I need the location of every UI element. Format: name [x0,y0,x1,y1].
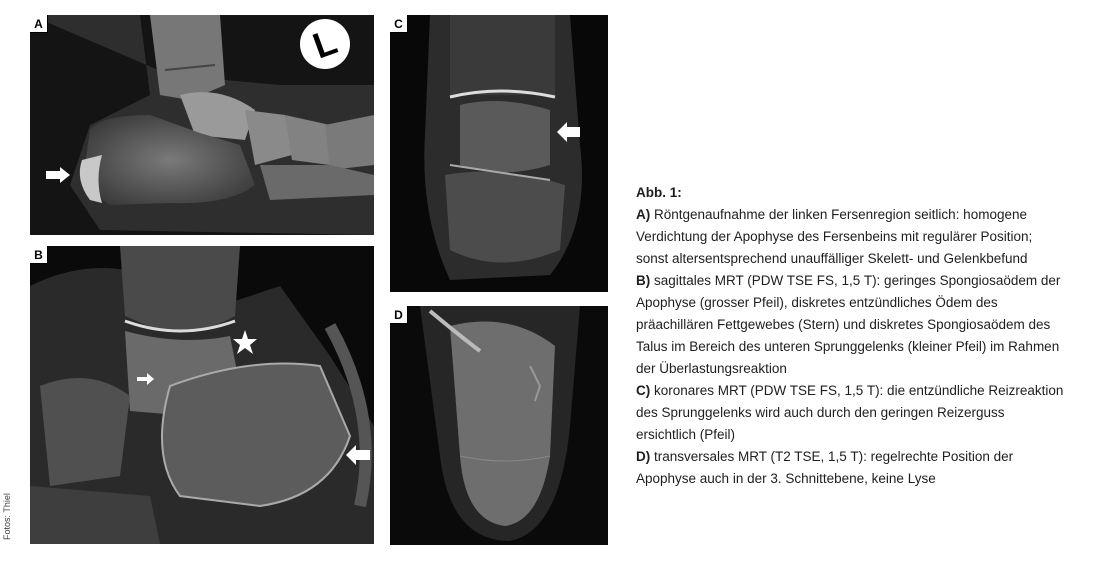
panel-label-c: C [390,15,408,33]
caption-title: Abb. 1: [636,185,682,200]
caption-text: koronares MRT (PDW TSE FS, 1,5 T): die entzündliche Reizreaktion des Sprunggelenks wird auch durch den geringen Reizerguss ersichtlich (Pfeil) [636,383,1064,442]
caption-item-a [636,204,1066,270]
caption-text: Röntgenaufnahme der linken Fersenregion seitlich: homogene Verdichtung der Apophyse des Fersenbeins mit regulärer Position; sonst altersentsprechend unauffälliger Skelett- und Gelenkbefund [636,207,1033,266]
caption-text: transversales MRT (T2 TSE, 1,5 T): regelrechte Position der Apophyse auch in der 3. Schnittebene, keine Lyse [636,449,1014,486]
mri-panel-c [390,15,608,292]
mri-coronal-image [390,15,608,292]
panel-label-a: A [30,15,48,33]
side-marker [300,19,350,69]
panel-label-b: B [30,246,48,264]
figure-caption [636,182,1066,490]
caption-item-c [636,380,1066,446]
caption-key: D) [636,449,651,464]
mri-sagittal-image [30,246,374,544]
caption-item-b [636,270,1066,380]
mri-panel-b [30,246,374,544]
caption-item-d [636,446,1066,490]
mri-transversal-image [390,306,608,545]
side-marker-letter: L [307,20,343,67]
caption-text: sagittales MRT (PDW TSE FS, 1,5 T): geringes Spongiosaödem der Apophyse (grosser Pfeil), diskretes entzündliches Ödem des präachillären Fettgewebes (Stern) und diskretes Spongiosaödem des Talus im Bereich des unteren Sprunggelenks (kleiner Pfeil) im Rahmen der Überlastungsreaktion [636,273,1061,376]
caption-key: C) [636,383,651,398]
mri-panel-d [390,306,608,545]
photo-credit: Fotos: Thiel [2,493,12,540]
caption-key: A) [636,207,651,222]
panel-label-d: D [390,306,408,324]
caption-key: B) [636,273,651,288]
xray-panel-a [30,15,374,235]
